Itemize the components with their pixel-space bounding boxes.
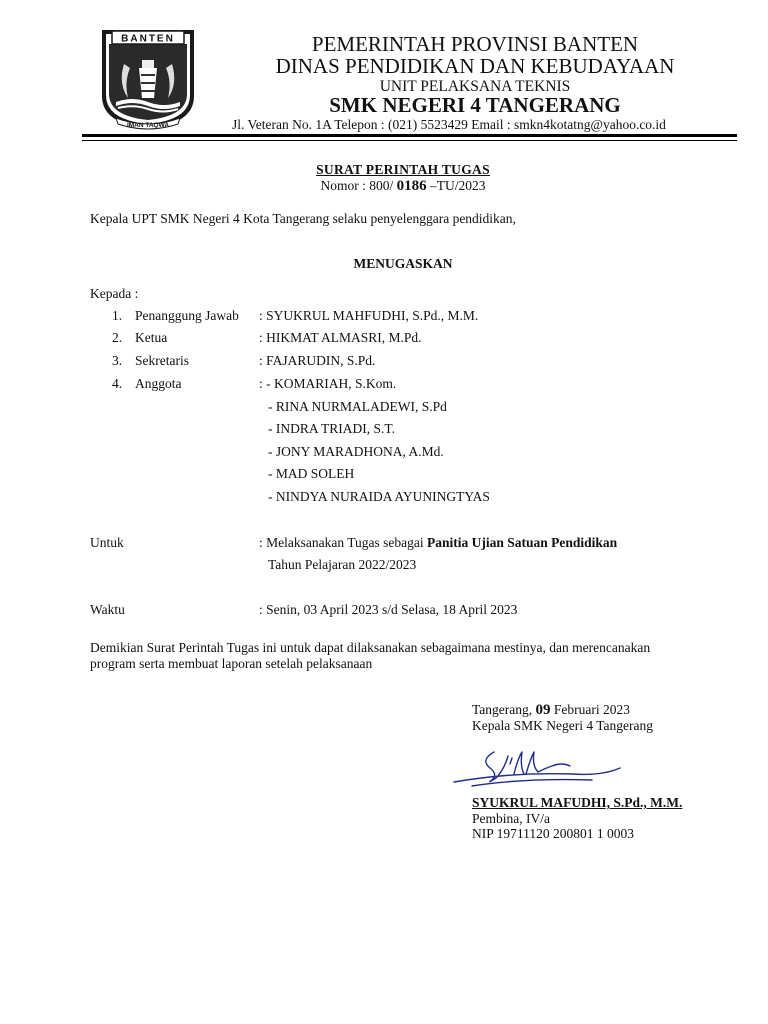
assignee-role: Ketua (135, 330, 168, 345)
closing-line-1: Demikian Surat Perintah Tugas ini untuk dapat dilaksanakan sebagaimana mestinya, dan merencanakan (90, 640, 651, 655)
signatory-nip: NIP 19711120 200801 1 0003 (472, 826, 634, 841)
handwritten-signature (452, 738, 632, 790)
assignee-number: 4. (112, 376, 123, 391)
assignee-name: : - KOMARIAH, S.Kom. (259, 376, 397, 391)
letter-title: SURAT PERINTAH TUGAS (316, 162, 490, 177)
assignee-name: : SYUKRUL MAHFUDHI, S.Pd., M.M. (259, 308, 479, 323)
signatory-name: SYUKRUL MAFUDHI, S.Pd., M.M. (472, 795, 683, 810)
menugaskan-heading: MENUGASKAN (353, 256, 453, 271)
kop-school: SMK NEGERI 4 TANGERANG (329, 93, 621, 117)
kop-department: DINAS PENDIDIKAN DAN KEBUDAYAAN (275, 54, 675, 78)
kop-address: Jl. Veteran No. 1A Telepon : (021) 5523429 Email : smkn4kotatng@yahoo.co.id (232, 117, 666, 132)
assignee-role: Sekretaris (135, 353, 189, 368)
kop-unit: UNIT PELAKSANA TEKNIS (379, 78, 571, 95)
kepada-label: Kepada : (90, 286, 139, 301)
member-item: - JONY MARADHONA, A.Md. (268, 444, 444, 459)
closing-line-2: program serta membuat laporan setelah pelaksanaan (90, 656, 373, 671)
signature-position: Kepala SMK Negeri 4 Tangerang (472, 718, 653, 733)
member-item: - MAD SOLEH (268, 466, 355, 481)
signature-place-date: Tangerang, 09 Februari 2023 (472, 702, 631, 718)
untuk-label: Untuk (90, 535, 124, 550)
member-item: - INDRA TRIADI, S.T. (268, 421, 395, 436)
untuk-year: Tahun Pelajaran 2022/2023 (268, 557, 417, 572)
assignee-number: 2. (112, 330, 123, 345)
logo-bottom-text: IMAN TAQWA (126, 122, 170, 129)
banten-logo (98, 26, 198, 130)
member-item: - RINA NURMALADEWI, S.Pd (268, 399, 447, 414)
letterhead-rule-thin (82, 140, 737, 141)
kop-province: PEMERINTAH PROVINSI BANTEN (311, 32, 639, 56)
assignee-role: Anggota (135, 376, 182, 391)
letterhead-rule-thick (82, 134, 737, 137)
waktu-value: : Senin, 03 April 2023 s/d Selasa, 18 April 2023 (259, 602, 518, 617)
assignee-number: 1. (112, 308, 123, 323)
letter-number: Nomor : 800/ 0186 –TU/2023 (320, 178, 486, 194)
opening-paragraph: Kepala UPT SMK Negeri 4 Kota Tangerang selaku penyelenggara pendidikan, (90, 211, 516, 226)
waktu-label: Waktu (90, 602, 125, 617)
logo-top-text: BANTEN (121, 33, 175, 45)
assignee-role: Penanggung Jawab (135, 308, 239, 323)
assignee-name: : FAJARUDIN, S.Pd. (259, 353, 376, 368)
assignee-name: : HIKMAT ALMASRI, M.Pd. (259, 330, 422, 345)
signatory-rank: Pembina, IV/a (472, 811, 550, 826)
untuk-value: : Melaksanakan Tugas sebagai Panitia Ujian Satuan Pendidikan (259, 535, 618, 550)
assignee-number: 3. (112, 353, 123, 368)
member-item: - NINDYA NURAIDA AYUNINGTYAS (268, 489, 490, 504)
